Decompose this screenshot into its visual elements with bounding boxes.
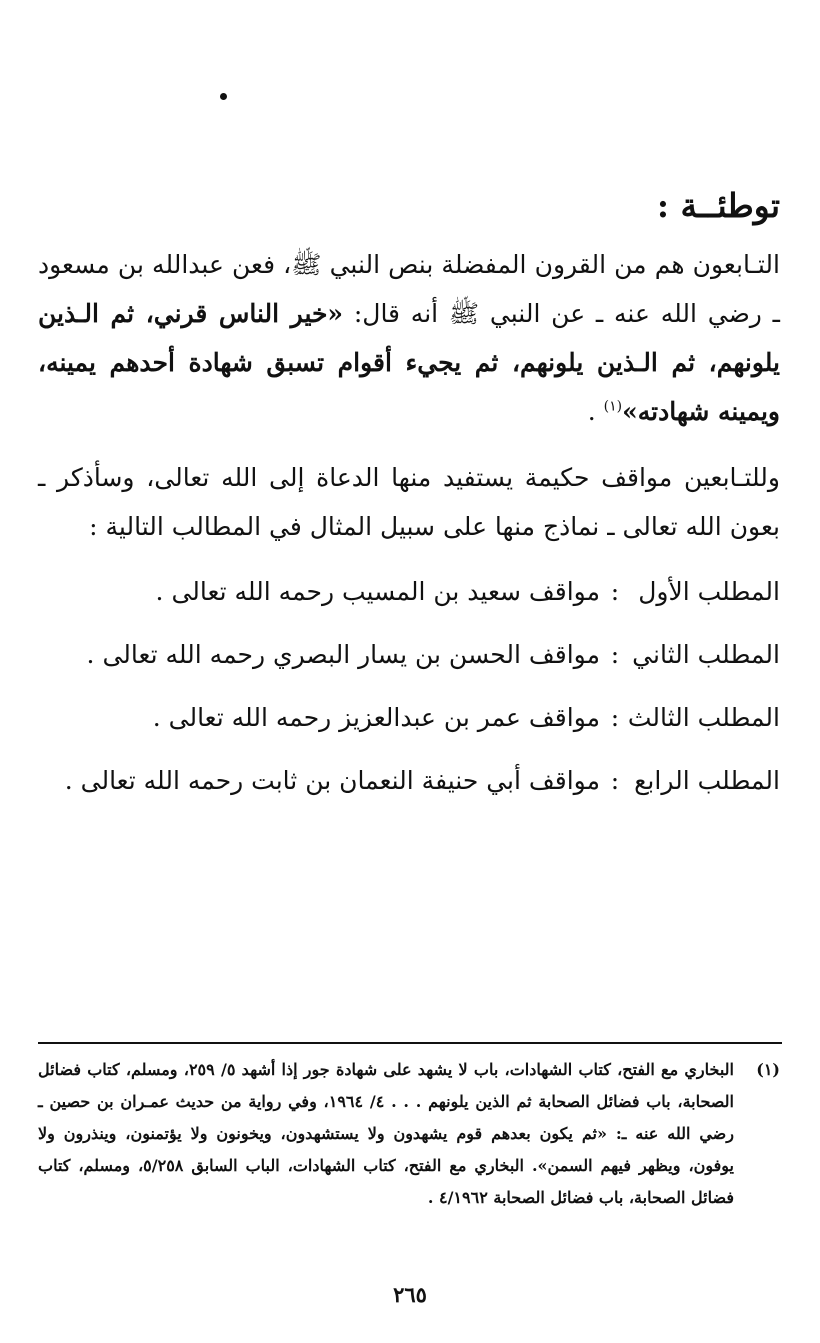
footnote-number: (١) (756, 1060, 780, 1079)
section-title: مواقف أبي حنيفة النعمان بن ثابت رحمه الله تعالى . (64, 766, 600, 795)
section-label: المطلب الثاني (632, 640, 780, 669)
decorative-dot (220, 93, 227, 100)
section-title: مواقف عمر بن عبدالعزيز رحمه الله تعالى . (152, 703, 600, 732)
sections-list (65, 560, 780, 812)
list-item (65, 686, 780, 749)
section-label: المطلب الثالث (627, 703, 780, 732)
footnote-divider (38, 1042, 782, 1044)
page-number: ٢٦٥ (393, 1282, 427, 1307)
section-title: مواقف الحسن بن يسار البصري رحمه الله تعالى . (86, 640, 600, 669)
list-item (65, 623, 780, 686)
second-paragraph: وللتـابعين مواقف حكيمة يستفيد منها الدعاة إلى الله تعالى، وسأذكر ـ بعون الله تعالى ـ نماذج منها على سبيل المثال في المطالب التالية : (38, 463, 780, 541)
section-colon: : (610, 766, 620, 795)
intro-text: التـابعون هم من القرون المفضلة بنص النبي ﷺ، فعن عبدالله بن مسعود ـ رضي الله عنه ـ عن النبي ﷺ أنه قال: (38, 250, 780, 328)
section-heading: توطئــة : (656, 186, 780, 225)
intro-paragraph (38, 240, 780, 436)
footnote-reference[interactable]: (١) (603, 398, 623, 415)
section-label: المطلب الرابع (634, 766, 780, 795)
list-item (65, 749, 780, 812)
section-label: المطلب الأول (638, 577, 780, 606)
footnote-text: البخاري مع الفتح، كتاب الشهادات، باب لا يشهد على شهادة جور إذا أشهد ٥/ ٢٥٩، ومسلم، كتاب فضائل الصحابة، باب فضائل الصحابة ثم الذين يلونهم . . . ٤/ ١٩٦٤، وفي رواية من حديث عمـران بن حصين ـ رضي الله عنه ـ: «ثم يكون بعدهم قوم يشهدون ولا يستشهدون، ويخونون ولا يؤتمنون، وينذرون ولا يوفون، ويظهر فيهم السمن». البخاري مع الفتح، كتاب الشهادات، الباب السابق ٥/٢٥٨، ومسلم، كتاب فضائل الصحابة، باب فضائل الصحابة ٤/١٩٦٢ . (38, 1060, 734, 1207)
section-title: مواقف سعيد بن المسيب رحمه الله تعالى . (155, 577, 600, 606)
section-colon: : (610, 640, 620, 669)
intro-end: . (587, 397, 604, 426)
list-item (65, 560, 780, 623)
footnote (38, 1054, 780, 1214)
section-colon: : (610, 577, 620, 606)
hadith-quote: «خير الناس قرني، ثم الـذين يلونهم، ثم الـذين يلونهم، ثم يجيء أقوام تسبق شهادة أحدهم يمينه، ويمينه شهادته» (38, 299, 780, 426)
section-colon: : (610, 703, 620, 732)
